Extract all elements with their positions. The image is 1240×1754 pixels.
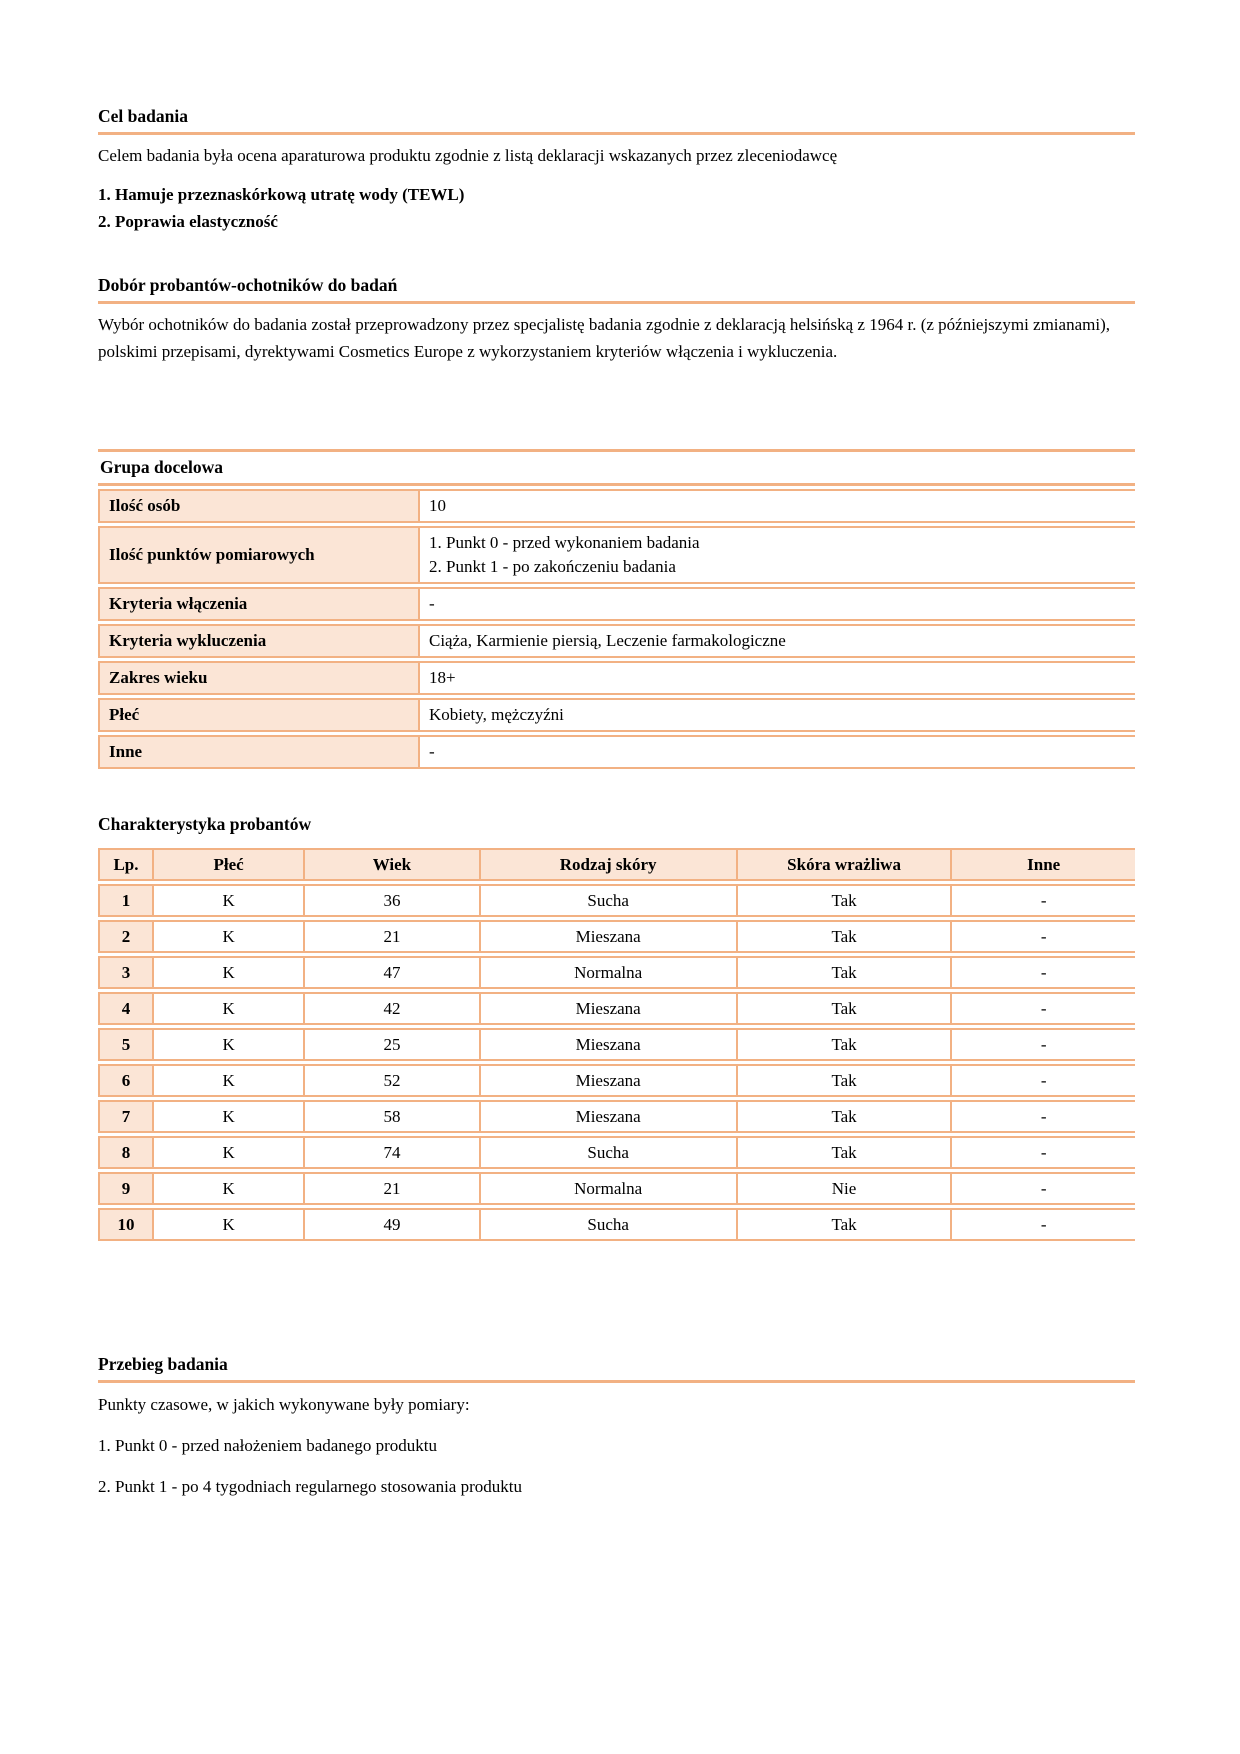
- table-cell: Nie: [736, 1172, 951, 1205]
- grupa-row-value: [420, 698, 1135, 732]
- claims-list: [98, 181, 1135, 235]
- grupa-row-label: Ilość osób: [98, 489, 420, 523]
- table-cell: Tak: [736, 1028, 951, 1061]
- grupa-docelowa-table: [98, 486, 1135, 772]
- table-cell: 47: [303, 956, 478, 989]
- table-cell: Tak: [736, 884, 951, 917]
- row-number-cell: 1: [98, 884, 152, 917]
- grupa-row-label: Płeć: [98, 698, 420, 732]
- column-header: Płeć: [152, 848, 303, 881]
- table-cell: K: [152, 1136, 303, 1169]
- table-cell: -: [950, 956, 1135, 989]
- grupa-value-line: 18+: [429, 668, 456, 687]
- table-cell: -: [950, 884, 1135, 917]
- table-cell: 52: [303, 1064, 478, 1097]
- grupa-row-label: Ilość punktów pomiarowych: [98, 526, 420, 584]
- grupa-value-line: 2. Punkt 1 - po zakończeniu badania: [429, 557, 676, 576]
- table-cell: Tak: [736, 992, 951, 1025]
- przebieg-point: 2. Punkt 1 - po 4 tygodniach regularnego stosowania produktu: [98, 1477, 522, 1496]
- table-cell: 25: [303, 1028, 478, 1061]
- table-title-grupa-docelowa: Grupa docelowa: [98, 449, 1135, 486]
- row-number-cell: 8: [98, 1136, 152, 1169]
- grupa-row-value: [420, 661, 1135, 695]
- table-cell: Mieszana: [479, 992, 736, 1025]
- table-row: [98, 489, 1135, 523]
- grupa-row-label: Inne: [98, 735, 420, 769]
- table-cell: Sucha: [479, 1136, 736, 1169]
- table-row: [98, 698, 1135, 732]
- row-number-cell: 7: [98, 1100, 152, 1133]
- table-cell: 74: [303, 1136, 478, 1169]
- table-cell: K: [152, 1172, 303, 1205]
- table-cell: Sucha: [479, 1208, 736, 1241]
- table-cell: 21: [303, 920, 478, 953]
- table-row: [98, 1172, 1135, 1205]
- table-cell: Tak: [736, 1208, 951, 1241]
- table-cell: K: [152, 1064, 303, 1097]
- table-row: [98, 1028, 1135, 1061]
- table-row: [98, 624, 1135, 658]
- section-title-cel-badania: Cel badania: [98, 106, 1135, 135]
- column-header: Lp.: [98, 848, 152, 881]
- table-row: [98, 884, 1135, 917]
- grupa-value-line: Kobiety, mężczyźni: [429, 705, 564, 724]
- grupa-row-value: [420, 587, 1135, 621]
- row-number-cell: 10: [98, 1208, 152, 1241]
- table-cell: K: [152, 1208, 303, 1241]
- table-cell: -: [950, 1100, 1135, 1133]
- table-cell: Mieszana: [479, 1100, 736, 1133]
- claim-item: 1. Hamuje przeznaskórkową utratę wody (TEWL): [98, 185, 465, 204]
- table-cell: Tak: [736, 1064, 951, 1097]
- table-row: [98, 661, 1135, 695]
- table-cell: -: [950, 992, 1135, 1025]
- table-cell: Normalna: [479, 956, 736, 989]
- grupa-value-line: 10: [429, 496, 446, 515]
- charakterystyka-header-row: [98, 848, 1135, 881]
- grupa-row-label: Kryteria włączenia: [98, 587, 420, 621]
- section-title-przebieg-badania: Przebieg badania: [98, 1354, 1135, 1383]
- section-title-dobor-probantow: Dobór probantów-ochotników do badań: [98, 275, 1135, 304]
- grupa-row-value: [420, 624, 1135, 658]
- grupa-row-label: Kryteria wykluczenia: [98, 624, 420, 658]
- table-row: [98, 1136, 1135, 1169]
- table-row: [98, 1208, 1135, 1241]
- table-row: [98, 992, 1135, 1025]
- przebieg-point: 1. Punkt 0 - przed nałożeniem badanego produktu: [98, 1436, 437, 1455]
- grupa-value-line: 1. Punkt 0 - przed wykonaniem badania: [429, 533, 700, 552]
- table-cell: -: [950, 1208, 1135, 1241]
- row-number-cell: 6: [98, 1064, 152, 1097]
- table-cell: Mieszana: [479, 1064, 736, 1097]
- table-cell: 49: [303, 1208, 478, 1241]
- table-row: [98, 587, 1135, 621]
- table-cell: Tak: [736, 956, 951, 989]
- table-cell: Tak: [736, 1100, 951, 1133]
- cel-badania-paragraph: Celem badania była ocena aparaturowa produktu zgodnie z listą deklaracji wskazanych przez zleceniodawcę: [98, 146, 838, 165]
- charakterystyka-table: [98, 845, 1135, 1244]
- row-number-cell: 3: [98, 956, 152, 989]
- table-cell: Mieszana: [479, 920, 736, 953]
- row-number-cell: 2: [98, 920, 152, 953]
- table-cell: Mieszana: [479, 1028, 736, 1061]
- table-cell: Tak: [736, 1136, 951, 1169]
- row-number-cell: 4: [98, 992, 152, 1025]
- row-number-cell: 5: [98, 1028, 152, 1061]
- table-cell: 36: [303, 884, 478, 917]
- table-cell: 21: [303, 1172, 478, 1205]
- column-header: Skóra wrażliwa: [736, 848, 951, 881]
- table-cell: -: [950, 1136, 1135, 1169]
- table-cell: K: [152, 992, 303, 1025]
- claim-item: 2. Poprawia elastyczność: [98, 212, 278, 231]
- grupa-row-value: [420, 735, 1135, 769]
- grupa-value-line: Ciąża, Karmienie piersią, Leczenie farmakologiczne: [429, 631, 786, 650]
- table-cell: K: [152, 920, 303, 953]
- column-header: Rodzaj skóry: [479, 848, 736, 881]
- column-header: Inne: [950, 848, 1135, 881]
- table-cell: Normalna: [479, 1172, 736, 1205]
- table-row: [98, 1100, 1135, 1133]
- column-header: Wiek: [303, 848, 478, 881]
- table-cell: 42: [303, 992, 478, 1025]
- table-cell: -: [950, 1172, 1135, 1205]
- table-cell: 58: [303, 1100, 478, 1133]
- table-row: [98, 920, 1135, 953]
- dobor-paragraph: Wybór ochotników do badania został przeprowadzony przez specjalistę badania zgodnie z deklaracją helsińską z 1964 r. (z późniejszymi zmianami), polskimi przepisami, dyrektywami Cosmetics Europe z wykorzystaniem kryteriów włączenia i wykluczenia.: [98, 315, 1110, 361]
- charakterystyka-body: [98, 884, 1135, 1241]
- table-cell: -: [950, 920, 1135, 953]
- grupa-row-value: [420, 489, 1135, 523]
- table-cell: Sucha: [479, 884, 736, 917]
- table-row: [98, 735, 1135, 769]
- grupa-row-value: [420, 526, 1135, 584]
- table-cell: Tak: [736, 920, 951, 953]
- grupa-docelowa-body: [98, 489, 1135, 769]
- table-cell: K: [152, 1100, 303, 1133]
- przebieg-intro: Punkty czasowe, w jakich wykonywane były pomiary:: [98, 1395, 470, 1414]
- row-number-cell: 9: [98, 1172, 152, 1205]
- table-cell: -: [950, 1064, 1135, 1097]
- page-content: [98, 0, 1135, 1500]
- grupa-row-label: Zakres wieku: [98, 661, 420, 695]
- section-title-charakterystyka: Charakterystyka probantów: [98, 814, 312, 834]
- table-row: [98, 1064, 1135, 1097]
- table-row: [98, 526, 1135, 584]
- grupa-value-line: -: [429, 742, 435, 761]
- grupa-value-line: -: [429, 594, 435, 613]
- table-row: [98, 956, 1135, 989]
- przebieg-points: [98, 1433, 1135, 1500]
- table-cell: K: [152, 1028, 303, 1061]
- table-cell: K: [152, 956, 303, 989]
- table-cell: -: [950, 1028, 1135, 1061]
- table-cell: K: [152, 884, 303, 917]
